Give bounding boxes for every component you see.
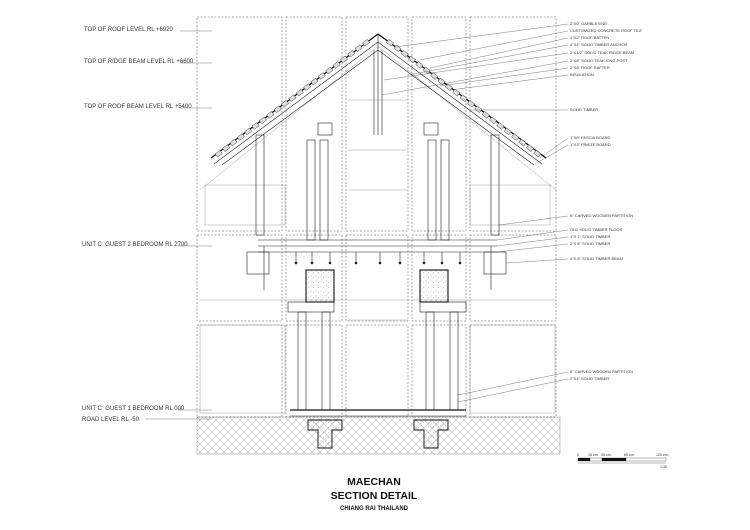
note-label: 2"X6" GARBLE END — [570, 21, 607, 26]
note-label: 1"X8" FASCIA BOARD — [570, 135, 611, 140]
level-label: TOP OF ROOF LEVEL RL +6920 — [84, 27, 173, 33]
fixture-bulb — [423, 262, 426, 265]
roof-tile — [223, 145, 230, 152]
note-label: 4"X 8" SOLID TIMBER BEAM — [570, 256, 623, 261]
ground-hatch — [197, 417, 560, 454]
level-lines — [145, 31, 212, 419]
title-line2: SECTION DETAIL — [330, 490, 418, 502]
roof-tile — [482, 111, 489, 118]
scale-tick: 0 — [577, 453, 579, 457]
fixture-bulb — [379, 262, 382, 265]
note-label: 4"X4" SOLID TIMBER ANCHOR — [570, 42, 628, 47]
fixture-bulb — [441, 262, 444, 265]
concrete-blocks — [306, 270, 448, 302]
note-label: 6" CARVED WOODEN PARTITION — [570, 213, 633, 218]
title-block — [331, 476, 418, 512]
level-label: UNIT C: GUEST 2 BEDROOM RL 2700 — [82, 242, 188, 248]
roof-tile — [526, 145, 533, 152]
note-label: OLD SOLID TIMBER FLOOR — [570, 227, 623, 232]
note-label: 2"X4" SOLID TIMBER — [570, 376, 610, 381]
note-label: 2"X8" ROOF RAFTER — [570, 65, 610, 70]
note-label: 1"X3" FRIEZE BOARD — [570, 142, 611, 147]
note-label: 2"X 8" SOLID TIMBER — [570, 241, 611, 246]
scale-tick: 120 cm. — [656, 453, 669, 457]
panel-frames — [197, 17, 556, 417]
level-label: TOP OF ROOF BEAM LEVEL RL +5400 — [84, 104, 192, 110]
level-label: ROAD LEVEL RL -50 — [82, 417, 139, 423]
fixture-bulb — [399, 262, 402, 265]
note-label: 2"X1/2" SOLID TEAK RIDGE BEAM — [570, 50, 635, 55]
roof-tile — [519, 139, 526, 146]
roof-tile — [497, 123, 504, 130]
scale-tick: 30 cm. — [601, 453, 612, 457]
fixture-bulb — [311, 262, 314, 265]
lower-structure — [288, 302, 466, 416]
level-labels — [82, 27, 194, 423]
note-label: 2"X8" SOLID TEAK KING POST — [570, 58, 628, 63]
scale-bar — [577, 453, 669, 469]
fixture-bulb — [355, 262, 358, 265]
note-label: 6" CARVED WOODEN PARTITION — [570, 369, 633, 374]
level-label: UNIT C: GUEST 1 BEDROOM RL 000 — [82, 406, 185, 412]
title-location: CHIANG RAI THAILAND — [340, 506, 408, 512]
material-notes — [570, 21, 642, 381]
scale-ratio: 1:30 — [660, 465, 667, 469]
roof-tile — [489, 117, 496, 124]
note-leaders — [382, 24, 568, 402]
note-label: 1"X2" ROOF BATTEN — [570, 35, 610, 40]
note-label: 1"X 1" SOLID TIMBER — [570, 234, 611, 239]
fixture-bulb — [459, 262, 462, 265]
level-label: TOP OF RIDGE BEAM LEVEL RL +6600 — [84, 59, 194, 65]
fixture-bulb — [329, 262, 332, 265]
scale-tick: 60 cm. — [624, 453, 635, 457]
scale-tick: 15 cm. — [588, 453, 599, 457]
note-label: CUSTOMIZED CONCRETE ROOF TILE — [570, 28, 643, 33]
note-label: SOLID TIMBER — [570, 107, 599, 112]
note-label: INSULATION — [570, 72, 594, 77]
ceiling-fixtures — [295, 252, 462, 264]
roof-tile — [512, 134, 519, 141]
roof-tile — [534, 150, 541, 157]
roof-tile — [215, 150, 222, 157]
fixture-bulb — [295, 262, 298, 265]
roof-tile — [504, 128, 511, 135]
title-line1: MAECHAN — [347, 476, 401, 488]
